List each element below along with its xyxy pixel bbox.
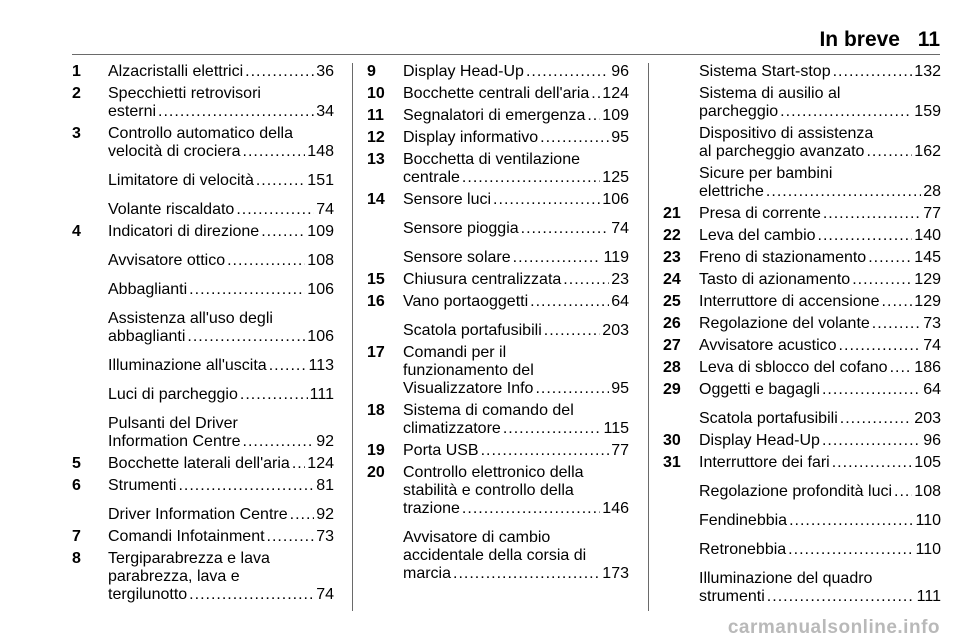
entry-text-line: Strumenti bbox=[108, 477, 177, 494]
callout-number: 13 bbox=[367, 151, 385, 168]
index-entry[interactable] bbox=[663, 165, 941, 201]
index-entry[interactable] bbox=[72, 310, 334, 346]
dot-leader bbox=[187, 328, 305, 346]
entry-text-line: Abbaglianti bbox=[108, 281, 188, 298]
index-entry[interactable] bbox=[663, 381, 941, 399]
callout-number: 27 bbox=[663, 337, 681, 354]
entry-text-line: Display informativo bbox=[403, 129, 539, 146]
index-entry[interactable] bbox=[367, 107, 629, 125]
callout-number: 7 bbox=[72, 528, 81, 545]
dot-leader bbox=[189, 281, 305, 299]
index-entry[interactable] bbox=[72, 172, 334, 190]
dot-leader bbox=[766, 183, 921, 201]
entry-text-line: Porta USB bbox=[403, 442, 479, 459]
page-reference[interactable]: 73 bbox=[316, 528, 334, 545]
entry-text-line: Avvisatore ottico bbox=[108, 252, 226, 269]
entry-text-line: Leva di sblocco del cofano bbox=[699, 359, 888, 376]
page-reference[interactable]: 140 bbox=[914, 227, 941, 244]
entry-text-line: marcia bbox=[403, 565, 452, 582]
page-reference[interactable]: 124 bbox=[307, 455, 334, 472]
index-entry[interactable] bbox=[367, 151, 629, 187]
index-entry[interactable] bbox=[663, 337, 941, 355]
dot-leader bbox=[540, 129, 609, 147]
page-reference[interactable]: 81 bbox=[316, 477, 334, 494]
index-entry[interactable] bbox=[72, 281, 334, 299]
index-entry[interactable] bbox=[367, 63, 629, 81]
callout-number: 15 bbox=[367, 271, 385, 288]
index-entry[interactable] bbox=[663, 454, 941, 472]
callout-number: 14 bbox=[367, 191, 385, 208]
page-reference[interactable]: 124 bbox=[602, 85, 629, 102]
entry-text-line: al parcheggio avanzato bbox=[699, 143, 865, 160]
index-entry[interactable] bbox=[72, 528, 334, 546]
callout-number: 29 bbox=[663, 381, 681, 398]
index-entry[interactable] bbox=[367, 464, 629, 518]
page-reference[interactable]: 148 bbox=[307, 143, 334, 160]
dot-leader bbox=[462, 169, 600, 187]
entry-text-line: Sicure per bambini bbox=[699, 165, 833, 182]
index-entry[interactable] bbox=[367, 344, 629, 398]
entry-text-line: Comandi per il bbox=[403, 344, 507, 361]
entry-text-line: Tasto di azionamento bbox=[699, 271, 851, 288]
page-reference[interactable]: 36 bbox=[316, 63, 334, 80]
entry-text-line: Interruttore di accensione bbox=[699, 293, 880, 310]
callout-number: 28 bbox=[663, 359, 681, 376]
callout-number: 23 bbox=[663, 249, 681, 266]
page-reference[interactable]: 64 bbox=[611, 293, 629, 310]
entry-text-line: Oggetti e bagagli bbox=[699, 381, 820, 398]
page-reference[interactable]: 64 bbox=[923, 381, 941, 398]
dot-leader bbox=[852, 271, 912, 289]
callout-number: 26 bbox=[663, 315, 681, 332]
entry-text-line: Sensore solare bbox=[403, 249, 511, 266]
entry-text-line: trazione bbox=[403, 500, 460, 517]
page-reference[interactable]: 34 bbox=[316, 103, 334, 120]
dot-leader bbox=[240, 386, 308, 404]
dot-leader bbox=[503, 420, 602, 438]
index-entry[interactable] bbox=[663, 227, 941, 245]
dot-leader bbox=[823, 205, 921, 223]
dot-leader bbox=[158, 103, 314, 121]
dot-leader bbox=[245, 63, 314, 81]
callout-number: 3 bbox=[72, 125, 81, 142]
dot-leader bbox=[526, 63, 609, 81]
callout-number: 25 bbox=[663, 293, 681, 310]
entry-text-line: Pulsanti del Driver bbox=[108, 415, 238, 432]
entry-text-line: Bocchette laterali dell'aria bbox=[108, 455, 290, 472]
page-reference[interactable]: 203 bbox=[914, 410, 941, 427]
page-reference[interactable]: 173 bbox=[602, 565, 629, 582]
entry-text-line: Scatola portafusibili bbox=[699, 410, 838, 427]
dot-leader bbox=[591, 85, 600, 103]
entry-text-line: Sistema di comando del bbox=[403, 402, 574, 419]
page-reference[interactable]: 96 bbox=[611, 63, 629, 80]
page-reference[interactable]: 145 bbox=[914, 249, 941, 266]
page-reference[interactable]: 125 bbox=[602, 169, 629, 186]
dot-leader bbox=[780, 103, 912, 121]
column-divider bbox=[352, 63, 353, 611]
entry-text-line: Retronebbia bbox=[699, 541, 787, 558]
callout-number: 17 bbox=[367, 344, 385, 361]
index-entry[interactable] bbox=[72, 223, 334, 241]
callout-number: 21 bbox=[663, 205, 681, 222]
dot-leader bbox=[261, 223, 305, 241]
entry-text-line: velocità di crociera bbox=[108, 143, 241, 160]
index-entry[interactable] bbox=[663, 125, 941, 161]
index-entry[interactable] bbox=[367, 271, 629, 289]
entry-text-line: accidentale della corsia di bbox=[403, 547, 587, 564]
entry-text-line: Vano portaoggetti bbox=[403, 293, 529, 310]
entry-text-line: Scatola portafusibili bbox=[403, 322, 542, 339]
entry-text-line: climatizzatore bbox=[403, 420, 501, 437]
index-entry[interactable] bbox=[663, 541, 941, 559]
dot-leader bbox=[788, 541, 913, 559]
entry-text-line: Display Head-Up bbox=[403, 63, 524, 80]
dot-leader bbox=[269, 357, 307, 375]
callout-number: 2 bbox=[72, 85, 81, 102]
column-divider bbox=[648, 63, 649, 611]
page-reference[interactable]: 110 bbox=[915, 512, 941, 529]
dot-leader bbox=[822, 432, 921, 450]
callout-number: 18 bbox=[367, 402, 385, 419]
page-reference[interactable]: 95 bbox=[611, 129, 629, 146]
index-entry[interactable] bbox=[72, 252, 334, 270]
page-reference[interactable]: 96 bbox=[923, 432, 941, 449]
index-column-2 bbox=[367, 63, 629, 587]
page-reference[interactable]: 95 bbox=[611, 380, 629, 397]
dot-leader bbox=[882, 293, 913, 311]
dot-leader bbox=[818, 227, 913, 245]
entry-text-line: Alzacristalli elettrici bbox=[108, 63, 244, 80]
dot-leader bbox=[767, 588, 915, 606]
entry-text-line: Sistema Start-stop bbox=[699, 63, 831, 80]
entry-text-line: Presa di corrente bbox=[699, 205, 821, 222]
page-reference[interactable]: 159 bbox=[914, 103, 941, 120]
index-column-3 bbox=[663, 63, 941, 610]
index-entry[interactable] bbox=[367, 191, 629, 209]
dot-leader bbox=[872, 315, 921, 333]
dot-leader bbox=[493, 191, 600, 209]
index-entry[interactable] bbox=[72, 63, 334, 81]
index-entry[interactable] bbox=[72, 85, 334, 121]
dot-leader bbox=[453, 565, 600, 583]
dot-leader bbox=[890, 359, 913, 377]
dot-leader bbox=[822, 381, 921, 399]
entry-text-line: Limitatore di velocità bbox=[108, 172, 254, 189]
entry-text-line: Controllo automatico della bbox=[108, 125, 293, 142]
index-entry[interactable] bbox=[367, 322, 629, 340]
page-reference[interactable]: 132 bbox=[914, 63, 941, 80]
entry-text-line: strumenti bbox=[699, 588, 765, 605]
dot-leader bbox=[587, 107, 600, 125]
entry-text-line: Bocchette centrali dell'aria bbox=[403, 85, 590, 102]
page-reference[interactable]: 119 bbox=[603, 249, 629, 266]
index-entry[interactable] bbox=[367, 402, 629, 438]
dot-leader bbox=[535, 380, 609, 398]
index-entry[interactable] bbox=[367, 249, 629, 267]
entry-text-line: Fendinebbia bbox=[699, 512, 788, 529]
page-reference[interactable]: 129 bbox=[914, 271, 941, 288]
page-reference[interactable]: 115 bbox=[603, 420, 629, 437]
entry-text-line: Specchietti retrovisori bbox=[108, 85, 261, 102]
index-entry[interactable] bbox=[663, 483, 941, 501]
entry-text-line: Tergiparabrezza e lava bbox=[108, 550, 270, 567]
entry-text-line: Dispositivo di assistenza bbox=[699, 125, 874, 142]
index-entry[interactable] bbox=[367, 220, 629, 238]
index-entry[interactable] bbox=[663, 63, 941, 81]
page-reference[interactable]: 74 bbox=[923, 337, 941, 354]
entry-text-line: elettriche bbox=[699, 183, 764, 200]
entry-text-line: Visualizzatore Info bbox=[403, 380, 534, 397]
callout-number: 19 bbox=[367, 442, 385, 459]
page-reference[interactable]: 186 bbox=[914, 359, 941, 376]
entry-text-line: Driver Information Centre bbox=[108, 506, 288, 523]
dot-leader bbox=[563, 271, 609, 289]
page-reference[interactable]: 106 bbox=[307, 281, 334, 298]
dot-leader bbox=[833, 63, 913, 81]
index-entry[interactable] bbox=[72, 201, 334, 219]
entry-text-line: Indicatori di direzione bbox=[108, 223, 260, 240]
callout-number: 11 bbox=[367, 107, 384, 124]
entry-text-line: Avvisatore di cambio bbox=[403, 529, 551, 546]
entry-text-line: stabilità e controllo della bbox=[403, 482, 574, 499]
index-entry[interactable] bbox=[663, 570, 941, 606]
entry-text-line: Controllo elettronico della bbox=[403, 464, 584, 481]
callout-number: 8 bbox=[72, 550, 81, 567]
index-entry[interactable] bbox=[72, 550, 334, 604]
entry-text-line: Assistenza all'uso degli bbox=[108, 310, 273, 327]
index-entry[interactable] bbox=[72, 455, 334, 473]
entry-text-line: Interruttore dei fari bbox=[699, 454, 830, 471]
entry-text-line: Avvisatore acustico bbox=[699, 337, 837, 354]
dot-leader bbox=[178, 477, 314, 495]
index-entry[interactable] bbox=[663, 249, 941, 267]
entry-text-line: parcheggio bbox=[699, 103, 779, 120]
index-entry[interactable] bbox=[663, 432, 941, 450]
index-entry[interactable] bbox=[72, 125, 334, 161]
entry-text-line: Segnalatori di emergenza bbox=[403, 107, 586, 124]
entry-text-line: Freno di stazionamento bbox=[699, 249, 867, 266]
entry-text-line: Leva del cambio bbox=[699, 227, 816, 244]
dot-leader bbox=[840, 410, 913, 428]
entry-text-line: Illuminazione all'uscita bbox=[108, 357, 267, 374]
page-reference[interactable]: 106 bbox=[307, 328, 334, 345]
entry-text-line: Information Centre bbox=[108, 433, 241, 450]
index-entry[interactable] bbox=[663, 315, 941, 333]
index-entry[interactable] bbox=[663, 293, 941, 311]
page-reference[interactable]: 74 bbox=[611, 220, 629, 237]
dot-leader bbox=[868, 249, 912, 267]
callout-number: 22 bbox=[663, 227, 681, 244]
dot-leader bbox=[256, 172, 305, 190]
callout-number: 9 bbox=[367, 63, 376, 80]
dot-leader bbox=[243, 433, 315, 451]
dot-leader bbox=[462, 500, 600, 518]
dot-leader bbox=[530, 293, 609, 311]
dot-leader bbox=[894, 483, 912, 501]
callout-number: 12 bbox=[367, 129, 385, 146]
dot-leader bbox=[290, 506, 315, 524]
page-reference[interactable]: 151 bbox=[307, 172, 334, 189]
index-entry[interactable] bbox=[663, 205, 941, 223]
index-entry[interactable] bbox=[663, 359, 941, 377]
dot-leader bbox=[839, 337, 922, 355]
index-entry[interactable] bbox=[72, 415, 334, 451]
index-entry[interactable] bbox=[367, 85, 629, 103]
index-entry[interactable] bbox=[72, 477, 334, 495]
index-entry[interactable] bbox=[663, 271, 941, 289]
index-entry[interactable] bbox=[663, 410, 941, 428]
page-reference[interactable]: 109 bbox=[307, 223, 334, 240]
dot-leader bbox=[189, 586, 314, 604]
dot-leader bbox=[481, 442, 610, 460]
page-reference[interactable]: 74 bbox=[316, 586, 334, 603]
dot-leader bbox=[243, 143, 306, 161]
dot-leader bbox=[866, 143, 912, 161]
section-title: In breve bbox=[819, 28, 900, 51]
page-reference[interactable]: 28 bbox=[923, 183, 941, 200]
page-reference[interactable]: 108 bbox=[307, 252, 334, 269]
callout-number: 4 bbox=[72, 223, 81, 240]
page-reference[interactable]: 74 bbox=[316, 201, 334, 218]
dot-leader bbox=[521, 220, 610, 238]
page-reference[interactable]: 108 bbox=[914, 483, 941, 500]
entry-text-line: Illuminazione del quadro bbox=[699, 570, 873, 587]
page-reference[interactable]: 105 bbox=[914, 454, 941, 471]
entry-text-line: Sistema di ausilio al bbox=[699, 85, 841, 102]
index-entry[interactable] bbox=[663, 512, 941, 530]
page-reference[interactable]: 129 bbox=[914, 293, 941, 310]
dot-leader bbox=[513, 249, 602, 267]
dot-leader bbox=[267, 528, 315, 546]
entry-text-line: tergilunotto bbox=[108, 586, 188, 603]
entry-text-line: Regolazione profondità luci bbox=[699, 483, 893, 500]
entry-text-line: parabrezza, lava e bbox=[108, 568, 240, 585]
page-reference[interactable]: 110 bbox=[915, 541, 941, 558]
entry-text-line: funzionamento del bbox=[403, 362, 534, 379]
dot-leader bbox=[227, 252, 305, 270]
callout-number: 5 bbox=[72, 455, 81, 472]
entry-text-line: centrale bbox=[403, 169, 460, 186]
page-reference[interactable]: 203 bbox=[602, 322, 629, 339]
dot-leader bbox=[544, 322, 601, 340]
page-reference[interactable]: 162 bbox=[914, 143, 941, 160]
entry-text-line: Regolazione del volante bbox=[699, 315, 870, 332]
callout-number: 31 bbox=[663, 454, 681, 471]
index-entry[interactable] bbox=[367, 442, 629, 460]
index-entry[interactable] bbox=[367, 293, 629, 311]
entry-text-line: esterni bbox=[108, 103, 157, 120]
entry-text-line: Sensore luci bbox=[403, 191, 492, 208]
page-reference[interactable]: 77 bbox=[611, 442, 629, 459]
dot-leader bbox=[832, 454, 913, 472]
callout-number: 20 bbox=[367, 464, 385, 481]
callout-number: 10 bbox=[367, 85, 385, 102]
callout-number: 30 bbox=[663, 432, 681, 449]
entry-text-line: Bocchetta di ventilazione bbox=[403, 151, 580, 168]
page-reference[interactable]: 77 bbox=[923, 205, 941, 222]
page-reference[interactable]: 92 bbox=[316, 506, 334, 523]
page-reference[interactable]: 106 bbox=[602, 191, 629, 208]
entry-text-line: Chiusura centralizzata bbox=[403, 271, 562, 288]
callout-number: 1 bbox=[72, 63, 81, 80]
index-entry[interactable] bbox=[72, 506, 334, 524]
dot-leader bbox=[292, 455, 305, 473]
page-reference[interactable]: 111 bbox=[309, 386, 334, 403]
page-reference[interactable]: 113 bbox=[308, 357, 334, 374]
index-entry[interactable] bbox=[72, 357, 334, 375]
callout-number: 16 bbox=[367, 293, 385, 310]
entry-text-line: Luci di parcheggio bbox=[108, 386, 238, 403]
header-divider bbox=[72, 54, 940, 55]
dot-leader bbox=[789, 512, 913, 530]
page-reference[interactable]: 73 bbox=[923, 315, 941, 332]
callout-number: 24 bbox=[663, 271, 681, 288]
entry-text-line: Sensore pioggia bbox=[403, 220, 519, 237]
callout-number: 6 bbox=[72, 477, 81, 494]
entry-text-line: abbaglianti bbox=[108, 328, 186, 345]
index-entry[interactable] bbox=[72, 386, 334, 404]
watermark: carmanualsonline.info bbox=[727, 617, 940, 638]
index-entry[interactable] bbox=[367, 129, 629, 147]
entry-text-line: Comandi Infotainment bbox=[108, 528, 265, 545]
page-reference[interactable]: 146 bbox=[602, 500, 629, 517]
index-entry[interactable] bbox=[367, 529, 629, 583]
dot-leader bbox=[236, 201, 314, 219]
page-reference[interactable]: 109 bbox=[602, 107, 629, 124]
entry-text-line: Volante riscaldato bbox=[108, 201, 235, 218]
index-column-1 bbox=[72, 63, 334, 608]
page-number: 11 bbox=[917, 28, 940, 51]
index-entry[interactable] bbox=[663, 85, 941, 121]
page-reference[interactable]: 23 bbox=[611, 271, 629, 288]
page-reference[interactable]: 111 bbox=[916, 588, 941, 605]
entry-text-line: Display Head-Up bbox=[699, 432, 820, 449]
page-reference[interactable]: 92 bbox=[316, 433, 334, 450]
